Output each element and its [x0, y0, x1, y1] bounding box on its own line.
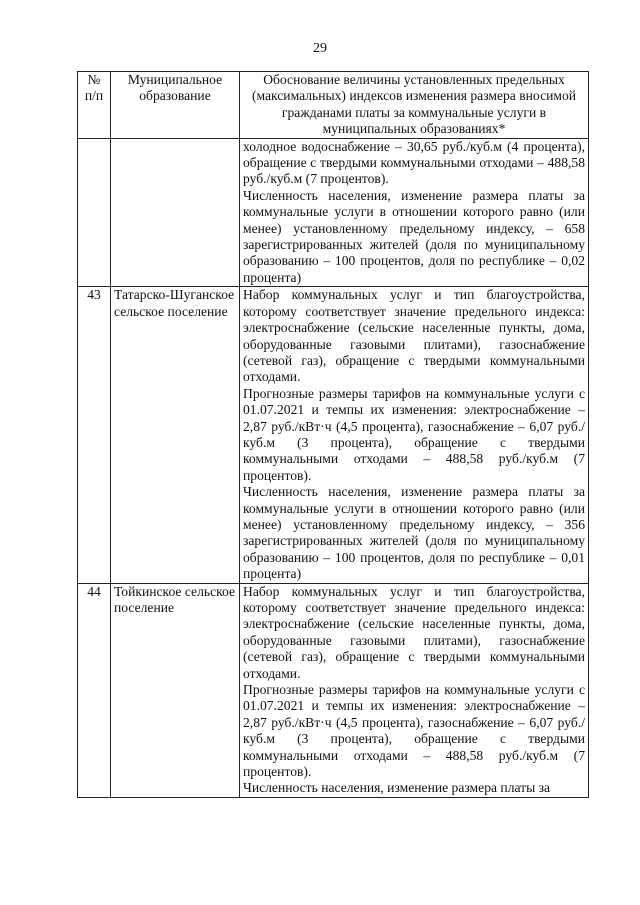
cell-municipality: Тойкинское сельское поселение — [111, 583, 240, 797]
table-header-row — [78, 72, 589, 139]
table-row-43 — [78, 287, 589, 583]
table-row-44 — [78, 583, 589, 797]
cell-number — [78, 138, 111, 287]
cell-justification — [240, 287, 589, 583]
paragraph: Прогнозные размеры тарифов на коммунальные услуги с 01.07.2021 и темпы их изменения: электроснабжение – 2,87 руб./кВт·ч (4,5 процента), газоснабжение – 6,07 руб./куб.м (3 процента), обращение с твердыми коммунальными отходами – 488,58 руб./куб.м (7 процентов). — [243, 385, 585, 483]
page-number: 29 — [313, 41, 327, 56]
cell-justification — [240, 583, 589, 797]
header-justification: Обоснование величины установленных предельных (максимальных) индексов изменения размера вносимой гражданами платы за коммунальные услуги в муниципальных образованиях* — [240, 72, 589, 139]
paragraph: Прогнозные размеры тарифов на коммунальные услуги с 01.07.2021 и темпы их изменения: электроснабжение – 2,87 руб./кВт·ч (4,5 процента), газоснабжение – 6,07 руб./куб.м (3 процента), обращение с твердыми коммунальными отходами – 488,58 руб./куб.м (7 процентов). — [243, 682, 585, 780]
header-number: № п/п — [78, 72, 111, 139]
paragraph: холодное водоснабжение – 30,65 руб./куб.м (4 процента), обращение с твердыми коммунальными отходами – 488,58 руб./куб.м (7 процентов). — [243, 138, 585, 187]
paragraph: Численность населения, изменение размера платы за — [243, 780, 551, 796]
cell-municipality: Татарско-Шуганское сельское поселение — [111, 287, 240, 583]
cell-number: 43 — [78, 287, 111, 583]
paragraph: Численность населения, изменение размера платы за коммунальные услуги в отношении которого равно (или менее) установленному предельному индексу, – 658 зарегистрированных жителей (доля по муниципальному образованию – 100 процентов, доля по республике – 0,02 процента) — [243, 187, 585, 285]
paragraph: Набор коммунальных услуг и тип благоустройства, которому соответствует значение предельного индекса: электроснабжение (сельские населенные пункты, дома, оборудованные газовыми плитами), газоснабжение (сетевой газ), обращение с твердыми коммунальными отходами. — [243, 583, 585, 681]
cell-justification — [240, 138, 589, 287]
paragraph: Набор коммунальных услуг и тип благоустройства, которому соответствует значение предельного индекса: электроснабжение (сельские населенные пункты, дома, оборудованные газовыми плитами), газоснабжение (сетевой газ), обращение с твердыми коммунальными отходами. — [243, 287, 585, 385]
cell-municipality — [111, 138, 240, 287]
cell-number: 44 — [78, 583, 111, 797]
table-row-continuation — [78, 138, 589, 287]
paragraph: Численность населения, изменение размера платы за коммунальные услуги в отношении которого равно (или менее) установленному предельному индексу, – 356 зарегистрированных жителей (доля по муниципальному образованию – 100 процентов, доля по республике – 0,01 процента) — [243, 484, 585, 582]
indices-table — [77, 71, 589, 798]
header-municipality: Муниципальное образование — [111, 72, 240, 139]
